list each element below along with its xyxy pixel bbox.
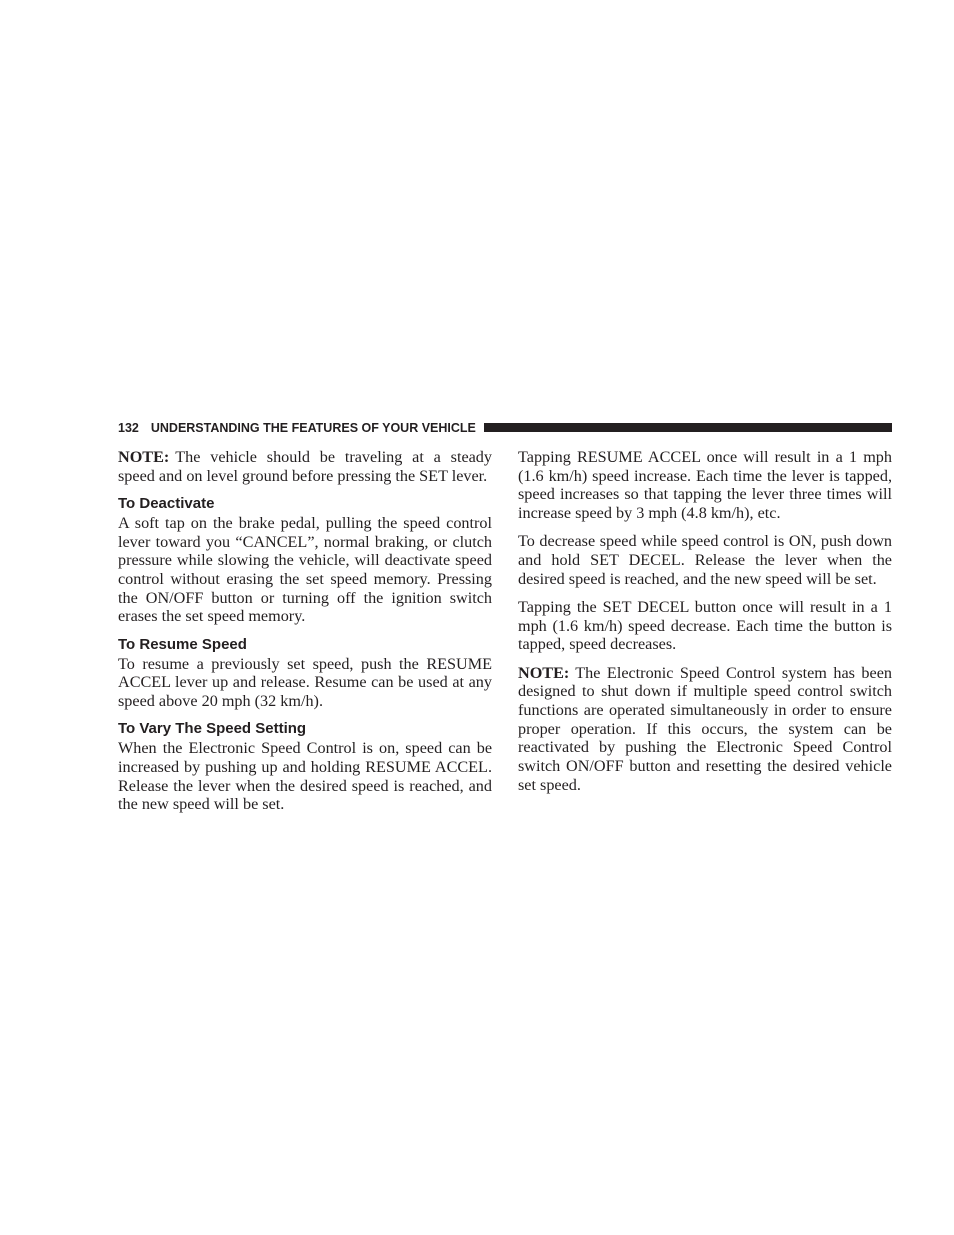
heading-to-deactivate: To Deactivate [118, 494, 215, 512]
note-label: NOTE: [118, 448, 170, 466]
running-title: UNDERSTANDING THE FEATURES OF YOUR VEHICLE [150, 420, 476, 435]
heading-to-resume-speed: To Resume Speed [118, 635, 247, 653]
vary-paragraph: When the Electronic Speed Control is on, speed can be increased by pushing up and holding RESUME ACCEL. Release the lever when the desired speed is reached, and the new speed will be set. [118, 739, 492, 814]
resume-paragraph: To resume a previously set speed, push the RESUME ACCEL lever up and release. Resume can be used at any speed above 20 mph (32 km/h). [118, 654, 492, 711]
heading-to-vary-speed: To Vary The Speed Setting [118, 720, 307, 738]
decrease-speed-paragraph: To decrease speed while speed control is ON, push down and hold SET DECEL. Release the lever when the desired speed is reached, and the new speed will be set. [518, 532, 892, 588]
left-column [118, 448, 492, 824]
deactivate-paragraph: A soft tap on the brake pedal, pulling the speed control lever toward you “CANCEL”, normal braking, or clutch pressure while slowing the vehicle, will deactivate speed control without erasing the set speed memory. Pressing the ON/OFF button or turning off the ignition switch erases the set speed memory. [118, 513, 492, 626]
right-column [518, 448, 892, 804]
note-text: The Electronic Speed Control system has been designed to shut down if multiple speed control switch functions are operated simultaneously in order to ensure proper operation. If this occurs, the system can be reactivated by pushing the Electronic Speed Control switch ON/OFF button and resetting the desired vehicle set speed. [518, 663, 892, 794]
decel-tap-paragraph: Tapping the SET DECEL button once will result in a 1 mph (1.6 km/h) speed decrease. Each time the button is tapped, speed decreases. [518, 597, 892, 654]
page-header [118, 419, 892, 436]
header-rule [484, 423, 892, 432]
note-shutdown [518, 664, 892, 795]
page-number: 132 [118, 420, 139, 435]
note-text: The vehicle should be traveling at a steady speed and on level ground before pressing the SET lever. [118, 448, 492, 485]
accel-tap-paragraph: Tapping RESUME ACCEL once will result in a 1 mph (1.6 km/h) speed increase. Each time the lever is tapped, speed increases so that tapping the lever three times will increase speed by 3 mph (4.8 km/h), etc. [518, 448, 892, 523]
note-set-lever [118, 448, 492, 485]
note-label: NOTE: [518, 663, 570, 682]
